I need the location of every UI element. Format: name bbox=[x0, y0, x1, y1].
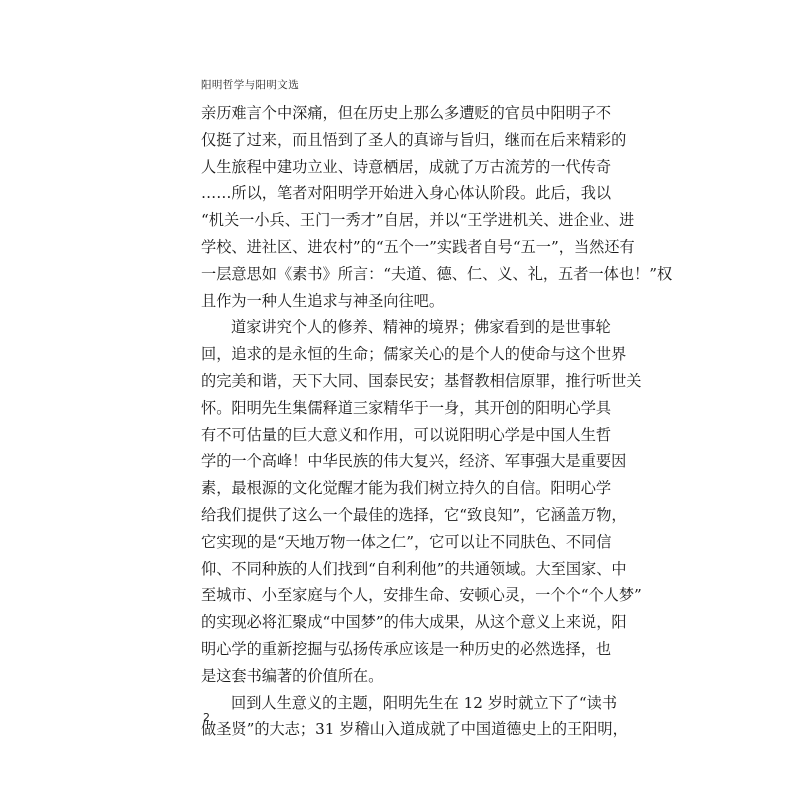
running-head: 阳明哲学与阳明文选 bbox=[201, 79, 300, 91]
text-line: 明心学的重新挖掘与弘扬传承应该是一种历史的必然选择，也 bbox=[201, 639, 612, 658]
page-number: 2 bbox=[203, 711, 210, 724]
text-line: “机关一小兵、王门一秀才”自居，并以“王学进机关、进企业、进 bbox=[201, 211, 635, 230]
text-line: 且作为一种人生追求与神圣向往吧。 bbox=[201, 291, 444, 310]
text-line: 做圣贤”的大志；31 岁稽山入道成就了中国道德史上的王阳明， bbox=[201, 720, 628, 739]
text-line: 亲历难言个中深痛，但在历史上那么多遭贬的官员中阳明子不 bbox=[201, 104, 612, 122]
text-line: 素，最根源的文化觉醒才能为我们树立持久的自信。阳明心学 bbox=[201, 479, 612, 498]
text-line: 一层意思如《素书》所言：“夫道、德、仁、义、礼，五者一体也！”权 bbox=[201, 264, 673, 283]
text-line: 回，追求的是永恒的生命；儒家关心的是个人的使命与这个世界 bbox=[201, 345, 627, 364]
paragraph-start-line: 回到人生意义的主题，阳明先生在 12 岁时就立下了“读书 bbox=[231, 693, 618, 712]
text-line: 仰、不同种族的人们找到“自利利他”的共通领域。大至国家、中 bbox=[201, 559, 627, 578]
text-line: ……所以，笔者对阳明学开始进入身心体认阶段。此后，我以 bbox=[201, 184, 612, 203]
text-line: 学校、进社区、进农村”的“五个一”实践者自号“五一”，当然还有 bbox=[201, 237, 635, 256]
text-line: 是这套书编著的价值所在。 bbox=[201, 666, 384, 685]
text-line: 人生旅程中建功立业、诗意栖居，成就了万古流芳的一代传奇 bbox=[201, 157, 612, 176]
text-line: 它实现的是“天地万物一体之仁”，它可以让不同肤色、不同信 bbox=[201, 532, 612, 551]
text-line: 学的一个高峰！中华民族的伟大复兴，经济、军事强大是重要因 bbox=[201, 452, 627, 471]
paragraph-start-line: 道家讲究个人的修养、精神的境界；佛家看到的是世事轮 bbox=[231, 318, 611, 337]
text-line: 至城市、小至家庭与个人，安排生命、安顿心灵，一个个“个人梦” bbox=[201, 586, 642, 605]
text-line: 的实现必将汇聚成“中国梦”的伟大成果，从这个意义上来说，阳 bbox=[201, 613, 627, 632]
text-line: 怀。阳明先生集儒释道三家精华于一身，其开创的阳明心学具 bbox=[201, 398, 612, 417]
text-line: 仅挺了过来，而且悟到了圣人的真谛与旨归，继而在后来精彩的 bbox=[201, 130, 627, 149]
text-line: 有不可估量的巨大意义和作用，可以说阳明心学是中国人生哲 bbox=[201, 425, 612, 444]
body-text bbox=[201, 100, 673, 743]
text-line: 的完美和谐，天下大同、国泰民安；基督教相信原罪，推行听世关 bbox=[201, 371, 642, 390]
text-line: 给我们提供了这么一个最佳的选择，它“致良知”，它涵盖万物， bbox=[201, 505, 627, 524]
